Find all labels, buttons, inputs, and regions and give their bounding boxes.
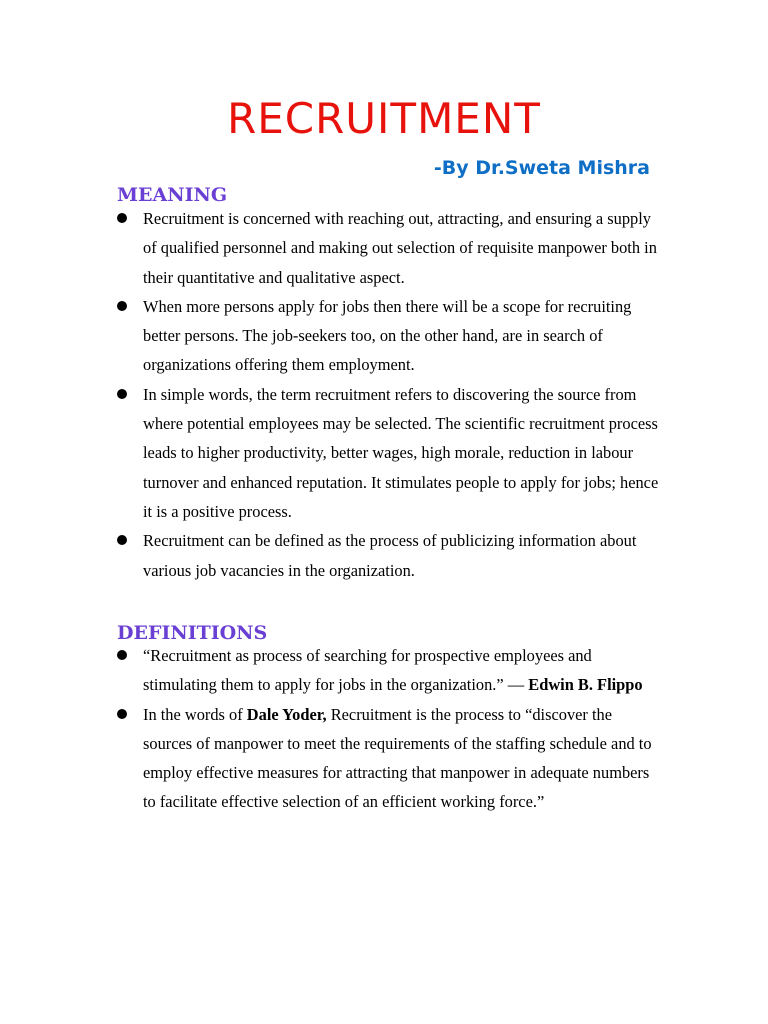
definition-source: Edwin B. Flippo — [528, 675, 643, 695]
meaning-item-text: When more persons apply for jobs then there will be a scope for recruiting better persons. The job-seekers too, on the other hand, are in search of organizations offering them employment. — [143, 296, 632, 375]
meaning-list — [112, 204, 660, 585]
definitions-list — [112, 641, 660, 817]
definition-quote: “Recruitment as process of searching for prospective employees and stimulating them to apply for jobs in the organization.” — — [143, 646, 592, 695]
meaning-item-text: Recruitment can be defined as the process of publicizing information about various job vacancies in the organization. — [143, 531, 637, 580]
document-title: RECRUITMENT — [227, 94, 541, 143]
definition-prefix: In the words of — [143, 704, 247, 724]
author-line: -By Dr.Sweta Mishra — [433, 157, 650, 179]
list-item — [112, 292, 660, 380]
definition-quote: Recruitment is the process to “discover the sources of manpower to meet the requirements of the staffing schedule and to employ effective measures for attracting that manpower in adequate numbers to facilitate effective selection of an efficient working force.” — [143, 704, 652, 812]
list-item — [112, 526, 660, 585]
bullet-icon — [117, 709, 127, 719]
list-item — [112, 641, 660, 700]
bullet-icon — [117, 301, 127, 311]
bullet-icon — [117, 389, 127, 399]
list-item — [112, 700, 660, 817]
definition-source: Dale Yoder, — [246, 704, 327, 724]
bullet-icon — [117, 213, 127, 223]
meaning-heading: MEANING — [117, 184, 228, 206]
meaning-item-text: Recruitment is concerned with reaching out, attracting, and ensuring a supply of qualified personnel and making out selection of requisite manpower both in their quantitative and qualitative aspect. — [143, 209, 657, 287]
definitions-heading: DEFINITIONS — [117, 622, 268, 644]
bullet-icon — [117, 650, 127, 660]
list-item — [112, 380, 660, 526]
bullet-icon — [117, 535, 127, 545]
list-item — [112, 204, 660, 292]
meaning-item-text: In simple words, the term recruitment refers to discovering the source from where potential employees may be selected. The scientific recruitment process leads to higher productivity, better wages, high morale, reduction in labour turnover and enhanced reputation. It stimulates people to apply for jobs; hence it is a positive process. — [143, 384, 659, 521]
